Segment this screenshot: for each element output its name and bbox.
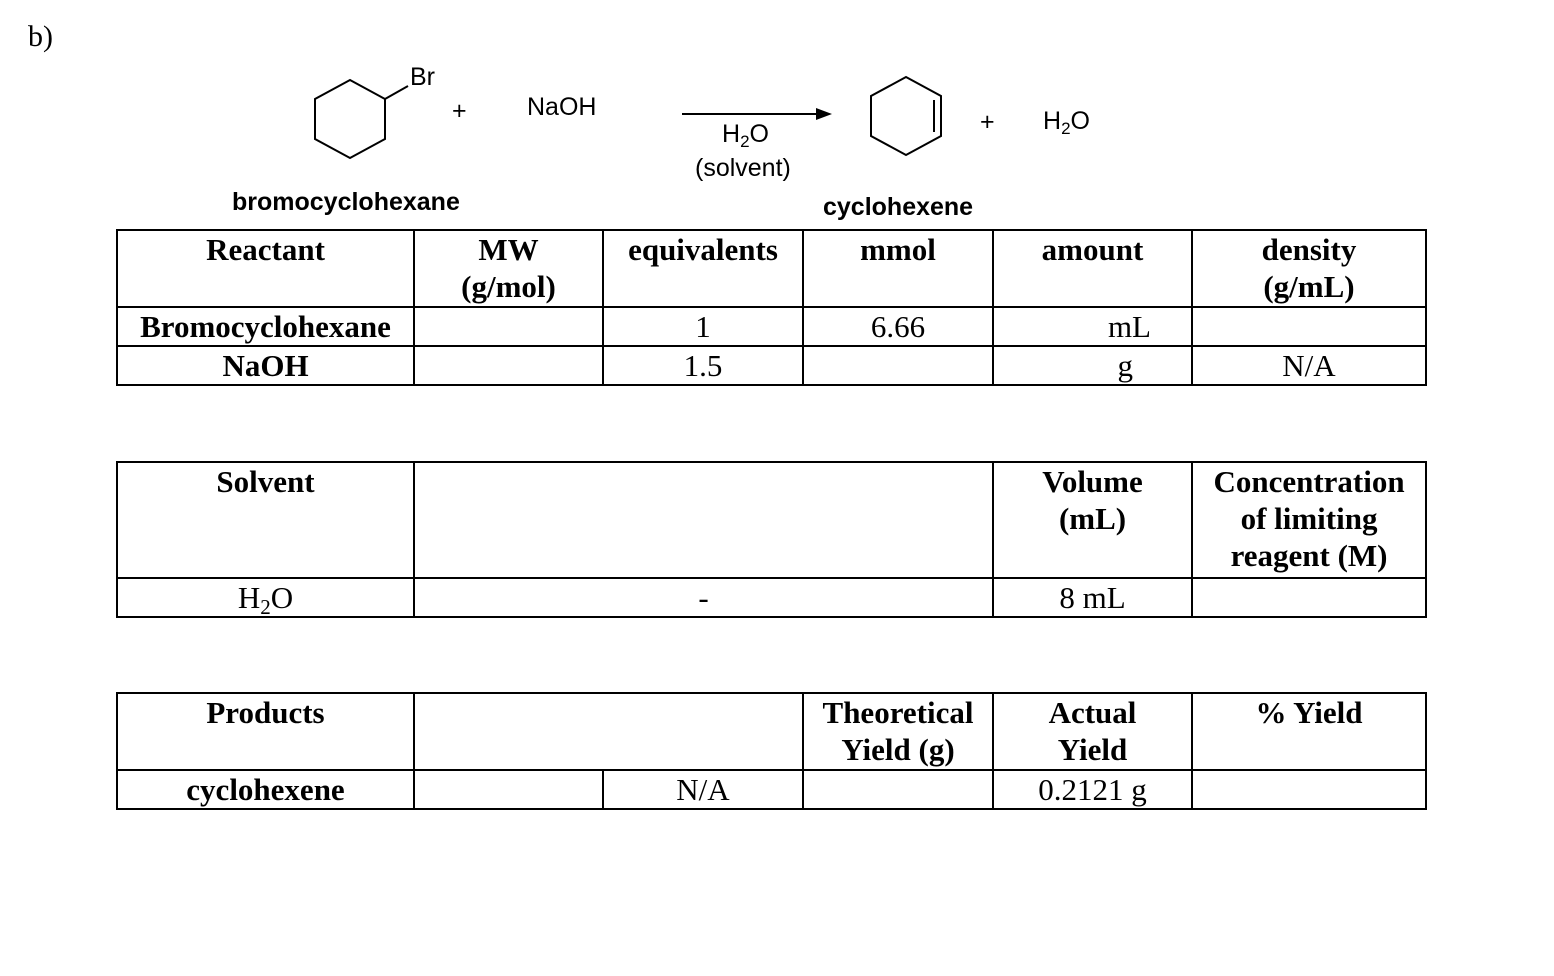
product-equivalents-cell: N/A [603,770,803,809]
actual-yield-cell: 0.2121 g [993,770,1192,809]
amount-cell: g [993,346,1192,385]
header-volume [993,462,1192,578]
reaction-condition-note: (solvent) [695,154,791,182]
header-theoretical-yield [803,693,993,770]
percent-yield-cell [1192,770,1426,809]
reaction-condition-solvent: $H_2O$ [722,120,769,151]
solvent-name-cell: $H_2O$ [117,578,414,617]
header-theoretical-yield-text: Theoretical Yield (g) [822,695,974,767]
plus-sign: + [452,97,467,125]
product-header-row [117,693,1426,770]
header-mw-text: MW (g/mol) [461,232,556,304]
header-mmol: mmol [803,230,993,307]
volume-cell: 8 mL [993,578,1192,617]
header-solvent: Solvent [117,462,414,578]
solvent-middle-cell: - [414,578,993,617]
mw-cell [414,346,603,385]
reactant-name: bromocyclohexane [232,188,460,216]
header-equivalents: equivalents [603,230,803,307]
product-name: cyclohexene [823,193,974,221]
density-cell: N/A [1192,346,1426,385]
mmol-cell [803,346,993,385]
header-actual-yield [993,693,1192,770]
table-row [117,578,1426,617]
header-solvent-blank [414,462,993,578]
bromo-substituent-label: Br [410,63,435,91]
reaction-arrow [682,108,832,120]
product-mw-cell [414,770,603,809]
header-actual-yield-text: Actual Yield [1048,695,1137,767]
solvent-header-row [117,462,1426,578]
table-row [117,770,1426,809]
header-mw [414,230,603,307]
mw-cell [414,307,603,346]
header-products: Products [117,693,414,770]
product-table [116,692,1427,810]
byproduct-water: $H_2O$ [1043,107,1090,138]
header-concentration [1192,462,1426,578]
header-percent-yield: % Yield [1192,693,1426,770]
theoretical-yield-cell [803,770,993,809]
reactant-header-row [117,230,1426,307]
header-concentration-text: Concentration of limiting reagent (M) [1213,464,1405,573]
reagent-label: NaOH [527,93,597,121]
plus-sign-product: + [980,108,995,136]
header-density [1192,230,1426,307]
reactant-table [116,229,1427,386]
reactant-name-cell: NaOH [117,346,414,385]
density-cell [1192,307,1426,346]
part-label: b) [28,20,53,53]
solvent-table [116,461,1427,618]
header-volume-text: Volume (mL) [1042,464,1143,536]
concentration-cell [1192,578,1426,617]
cyclohexene-structure [871,77,941,155]
reactant-name-cell: Bromocyclohexane [117,307,414,346]
mmol-cell: 6.66 [803,307,993,346]
table-row [117,346,1426,385]
equivalents-cell: 1.5 [603,346,803,385]
equivalents-cell: 1 [603,307,803,346]
table-row [117,307,1426,346]
product-name-cell: cyclohexene [117,770,414,809]
amount-cell: mL [993,307,1192,346]
header-products-blank [414,693,803,770]
header-amount: amount [993,230,1192,307]
header-density-text: density (g/mL) [1261,232,1357,304]
bromocyclohexane-structure [315,80,408,158]
header-reactant: Reactant [117,230,414,307]
